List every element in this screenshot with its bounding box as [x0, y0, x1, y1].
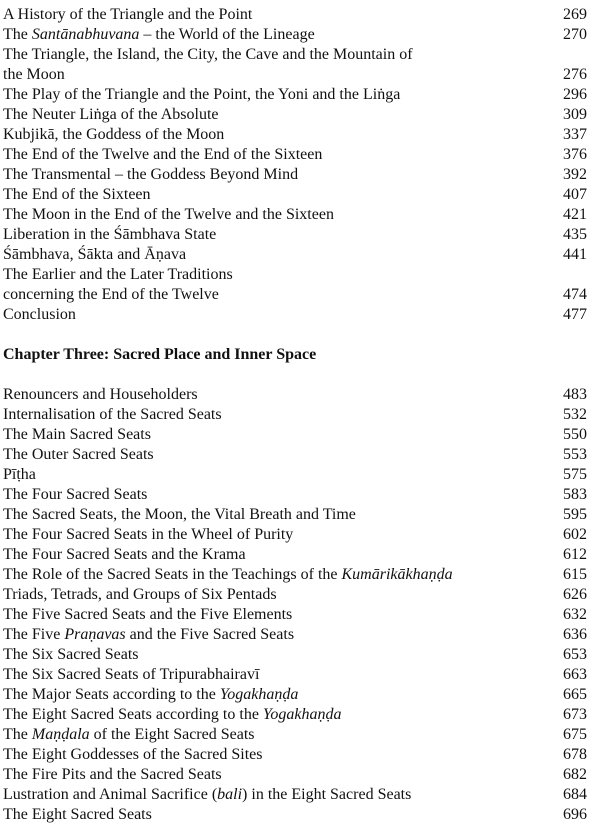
toc-entry — [3, 105, 587, 125]
toc-entry-title-text: and the Five Sacred Seats — [125, 626, 295, 643]
toc-entry-page-number: 407 — [563, 186, 587, 203]
toc-entry — [3, 685, 587, 705]
toc-entry — [3, 585, 587, 605]
toc-entry — [3, 145, 587, 165]
toc-entry-title-italic: Kumārikākhaṇḍa — [341, 566, 453, 583]
toc-entry-title-italic: Maṇḍala — [31, 726, 90, 743]
toc-entry — [3, 425, 587, 445]
toc-entry-page-number: 678 — [563, 746, 587, 763]
toc-entry-page-number: 441 — [563, 246, 587, 263]
toc-entry-page-number: 682 — [563, 766, 587, 783]
toc-entry-title: The Four Sacred Seats in the Wheel of Purity — [3, 526, 294, 543]
toc-entry-title: Śāmbhava, Śākta and Āṇava — [3, 246, 187, 263]
toc-entry-title: The Sacred Seats, the Moon, the Vital Breath and Time — [3, 506, 356, 523]
toc-entry-title-italic: Santānabhuvana — [31, 26, 140, 43]
toc-entry-page-number: 474 — [563, 286, 587, 303]
chapter-three-heading: Chapter Three: Sacred Place and Inner Space — [3, 346, 317, 363]
toc-entry-title: The Six Sacred Seats of Tripurabhairavī — [3, 666, 260, 683]
toc-entry-title-text: of the Eight Sacred Seats — [89, 726, 255, 743]
toc-entry-title-text: The Five — [3, 626, 65, 643]
toc-entry-title — [3, 685, 553, 705]
toc-entry-title-text: The Major Seats according to the — [3, 686, 220, 703]
toc-entry-page-number: 583 — [563, 486, 587, 503]
toc-section-chapter-three — [3, 385, 587, 825]
toc-section-chapter-two — [3, 5, 587, 325]
toc-entry-page-number: 532 — [563, 406, 587, 423]
toc-entry-title: Conclusion — [3, 306, 76, 323]
toc-entry-title: Triads, Tetrads, and Groups of Six Pentads — [3, 586, 277, 603]
toc-entry-title: Liberation in the Śāmbhava State — [3, 226, 217, 243]
toc-entry-page-number: 483 — [563, 386, 587, 403]
toc-entry-title: The Outer Sacred Seats — [3, 446, 154, 463]
toc-entry-title — [3, 565, 553, 585]
toc-entry-page-number: 696 — [563, 806, 587, 823]
toc-entry-page-number: 665 — [563, 686, 587, 703]
toc-entry-page-number: 615 — [563, 566, 587, 583]
toc-entry-page-number: 595 — [563, 506, 587, 523]
toc-entry — [3, 25, 587, 45]
toc-entry — [3, 625, 587, 645]
toc-entry-title-italic: Yogakhaṇḍa — [262, 706, 342, 723]
toc-entry — [3, 765, 587, 785]
toc-entry-title — [3, 705, 553, 725]
toc-entry — [3, 705, 587, 725]
toc-entry-title — [3, 785, 553, 805]
toc-entry-page-number: 376 — [563, 146, 587, 163]
toc-entry-title — [3, 25, 553, 45]
toc-entry — [3, 545, 587, 565]
toc-entry-title: The Triangle, the Island, the City, the Cave and the Mountain of — [3, 46, 413, 63]
toc-entry-title-text: The Eight Sacred Seats according to the — [3, 706, 263, 723]
toc-entry — [3, 285, 587, 305]
toc-entry-page-number: 602 — [563, 526, 587, 543]
toc-entry-title: The Moon in the End of the Twelve and the Sixteen — [3, 206, 334, 223]
toc-entry — [3, 645, 587, 665]
toc-entry-page-number: 435 — [563, 226, 587, 243]
toc-entry-page-number: 575 — [563, 466, 587, 483]
toc-entry-page-number: 392 — [563, 166, 587, 183]
toc-entry-title: Internalisation of the Sacred Seats — [3, 406, 222, 423]
toc-entry — [3, 45, 587, 65]
toc-entry — [3, 485, 587, 505]
toc-entry-page-number: 337 — [563, 126, 587, 143]
toc-entry-title-italic: Praṇavas — [64, 626, 126, 643]
toc-entry — [3, 525, 587, 545]
toc-entry-page-number: 296 — [563, 86, 587, 103]
toc-entry — [3, 725, 587, 745]
toc-entry-page-number: 309 — [563, 106, 587, 123]
toc-entry-page-number: 421 — [563, 206, 587, 223]
toc-entry — [3, 665, 587, 685]
toc-entry-title: The Neuter Liṅga of the Absolute — [3, 106, 219, 123]
toc-entry — [3, 185, 587, 205]
toc-entry-title-text: The Role of the Sacred Seats in the Teachings of the — [3, 566, 342, 583]
toc-entry — [3, 85, 587, 105]
toc-entry-page-number: 270 — [563, 26, 587, 43]
toc-entry-title-text: ) in the Eight Sacred Seats — [242, 786, 412, 803]
toc-entry-title-text: The — [3, 26, 32, 43]
toc-entry-title — [3, 725, 553, 745]
toc-entry-title-text: Lustration and Animal Sacrifice ( — [3, 786, 218, 803]
toc-entry-page-number: 612 — [563, 546, 587, 563]
toc-entry-page-number: 663 — [563, 666, 587, 683]
toc-entry-title-text: – the World of the Lineage — [139, 26, 315, 43]
toc-entry — [3, 505, 587, 525]
toc-entry — [3, 125, 587, 145]
toc-entry-title: Pīṭha — [3, 466, 36, 483]
toc-entry — [3, 245, 587, 265]
toc-entry — [3, 785, 587, 805]
toc-entry — [3, 225, 587, 245]
toc-entry — [3, 385, 587, 405]
toc-entry-title: A History of the Triangle and the Point — [3, 6, 253, 23]
toc-entry-title-italic: bali — [217, 786, 243, 803]
toc-entry-page-number: 477 — [563, 306, 587, 323]
toc-entry-title: The Six Sacred Seats — [3, 646, 139, 663]
toc-entry-title: Kubjikā, the Goddess of the Moon — [3, 126, 225, 143]
toc-entry — [3, 565, 587, 585]
toc-entry-page-number: 550 — [563, 426, 587, 443]
toc-entry-title: The Main Sacred Seats — [3, 426, 151, 443]
toc-entry-title: The Fire Pits and the Sacred Seats — [3, 766, 222, 783]
toc-entry-title: concerning the End of the Twelve — [3, 286, 219, 303]
toc-entry-title: The Transmental – the Goddess Beyond Mind — [3, 166, 299, 183]
toc-entry — [3, 165, 587, 185]
toc-entry-title — [3, 625, 553, 645]
toc-entry — [3, 205, 587, 225]
toc-entry-page-number: 675 — [563, 726, 587, 743]
toc-entry-page-number: 626 — [563, 586, 587, 603]
toc-entry — [3, 805, 587, 825]
toc-entry-page-number: 653 — [563, 646, 587, 663]
toc-entry — [3, 265, 587, 285]
toc-entry — [3, 5, 587, 25]
toc-entry-title: the Moon — [3, 66, 65, 83]
toc-entry — [3, 445, 587, 465]
toc-entry-title: The Play of the Triangle and the Point, the Yoni and the Liṅga — [3, 86, 401, 103]
toc-entry — [3, 745, 587, 765]
toc-entry-title: The Earlier and the Later Traditions — [3, 266, 233, 283]
toc-entry-page-number: 276 — [563, 66, 587, 83]
toc-entry — [3, 405, 587, 425]
toc-entry-title-text: The — [3, 726, 32, 743]
toc-entry-title: The End of the Twelve and the End of the Sixteen — [3, 146, 323, 163]
toc-entry-title: The Eight Sacred Seats — [3, 806, 152, 823]
toc-entry-page-number: 553 — [563, 446, 587, 463]
toc-entry-page-number: 636 — [563, 626, 587, 643]
table-of-contents — [3, 5, 587, 825]
toc-entry — [3, 465, 587, 485]
toc-entry-title: The Four Sacred Seats — [3, 486, 148, 503]
toc-entry-title: The Five Sacred Seats and the Five Elements — [3, 606, 293, 623]
toc-entry-title: The End of the Sixteen — [3, 186, 151, 203]
toc-entry-page-number: 269 — [563, 6, 587, 23]
toc-entry — [3, 305, 587, 325]
toc-entry-title: The Four Sacred Seats and the Krama — [3, 546, 246, 563]
toc-entry — [3, 65, 587, 85]
toc-entry-page-number: 632 — [563, 606, 587, 623]
toc-entry — [3, 605, 587, 625]
toc-entry-title: The Eight Goddesses of the Sacred Sites — [3, 746, 263, 763]
toc-entry-page-number: 673 — [563, 706, 587, 723]
toc-entry-page-number: 684 — [563, 786, 587, 803]
toc-entry-title: Renouncers and Householders — [3, 386, 198, 403]
toc-entry-title-italic: Yogakhaṇḍa — [219, 686, 299, 703]
